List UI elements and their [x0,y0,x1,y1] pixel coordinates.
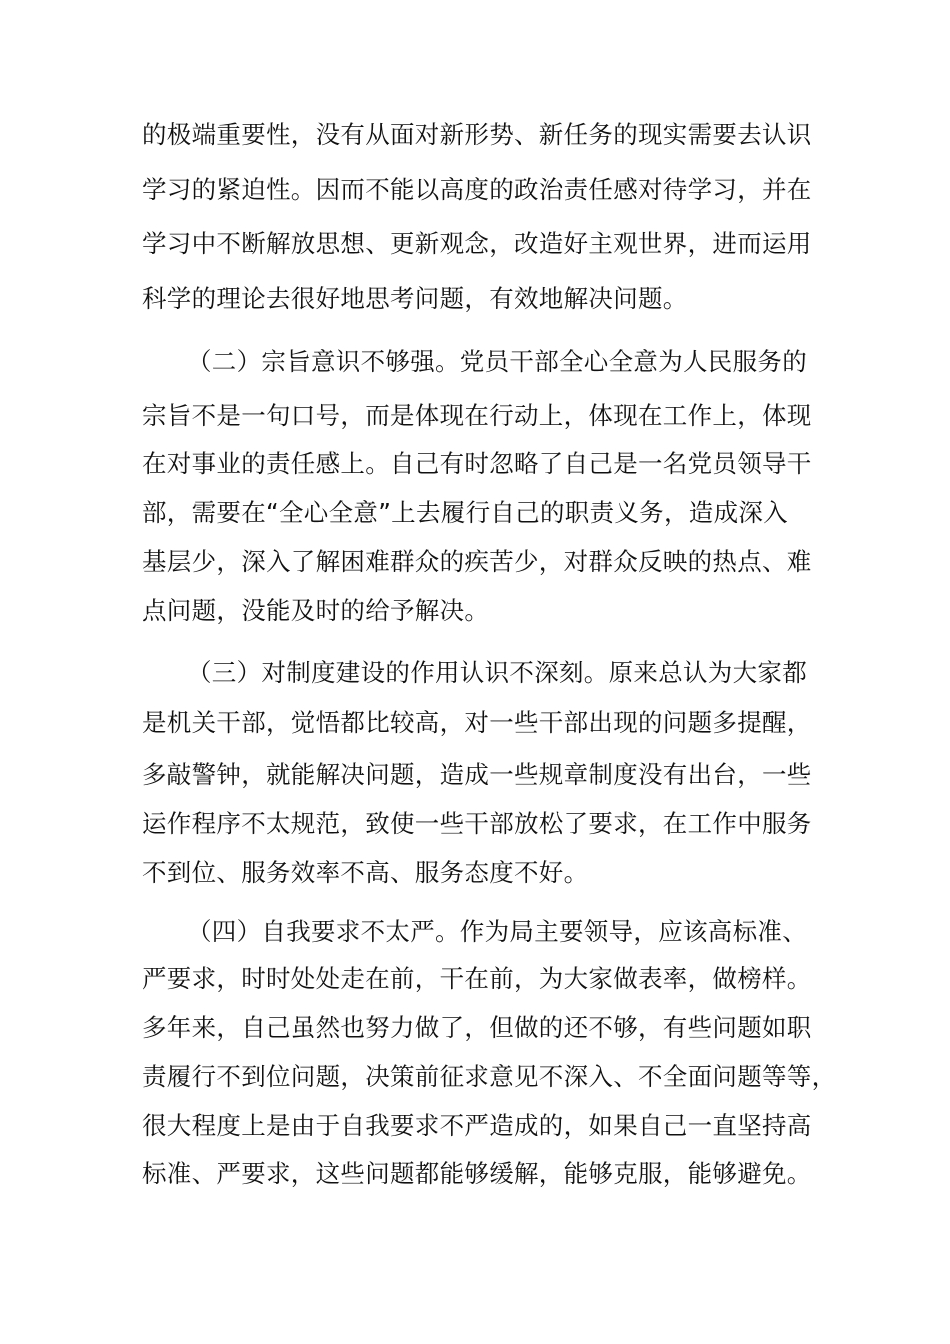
text-line: 是机关干部，觉悟都比较高，对一些干部出现的问题多提醒， [142,708,812,737]
text-line: 标准、严要求，这些问题都能够缓解，能够克服，能够避免。 [142,1159,812,1188]
text-line: 在对事业的责任感上。自己有时忽略了自己是一名党员领导干 [142,449,812,478]
paragraph-heading-line: （四）自我要求不太严。作为局主要领导，应该高标准、 [187,917,807,946]
text-line: 责履行不到位问题，决策前征求意见不深入、不全面问题等等， [142,1062,837,1091]
text-line: 科学的理论去很好地思考问题，有效地解决问题。 [142,284,688,313]
text-line: 严要求，时时处处走在前，干在前，为大家做表率，做榜样。 [142,964,812,993]
text-line: 基层少，深入了解困难群众的疾苦少，对群众反映的热点、难 [142,547,812,576]
text-line: 点问题，没能及时的给予解决。 [142,596,490,625]
paragraph-heading-line: （三）对制度建设的作用认识不深刻。原来总认为大家都 [187,658,807,687]
text-line: 多敲警钟，就能解决问题，造成一些规章制度没有出台，一些 [142,760,812,789]
paragraph-heading-line: （二）宗旨意识不够强。党员干部全心全意为人民服务的 [187,347,807,376]
text-line: 宗旨不是一句口号，而是体现在行动上，体现在工作上，体现 [142,401,812,430]
text-line: 多年来，自己虽然也努力做了，但做的还不够，有些问题如职 [142,1013,812,1042]
text-line: 运作程序不太规范，致使一些干部放松了要求，在工作中服务 [142,809,812,838]
text-line: 学习中不断解放思想、更新观念，改造好主观世界，进而运用 [142,229,812,258]
text-line: 不到位、服务效率不高、服务态度不好。 [142,858,589,887]
text-line: 很大程度上是由于自我要求不严造成的，如果自己一直坚持高 [142,1111,812,1140]
text-line: 部，需要在“全心全意”上去履行自己的职责义务，造成深入 [142,498,788,527]
text-line: 学习的紧迫性。因而不能以高度的政治责任感对待学习，并在 [142,175,812,204]
text-line: 的极端重要性，没有从面对新形势、新任务的现实需要去认识 [142,120,812,149]
